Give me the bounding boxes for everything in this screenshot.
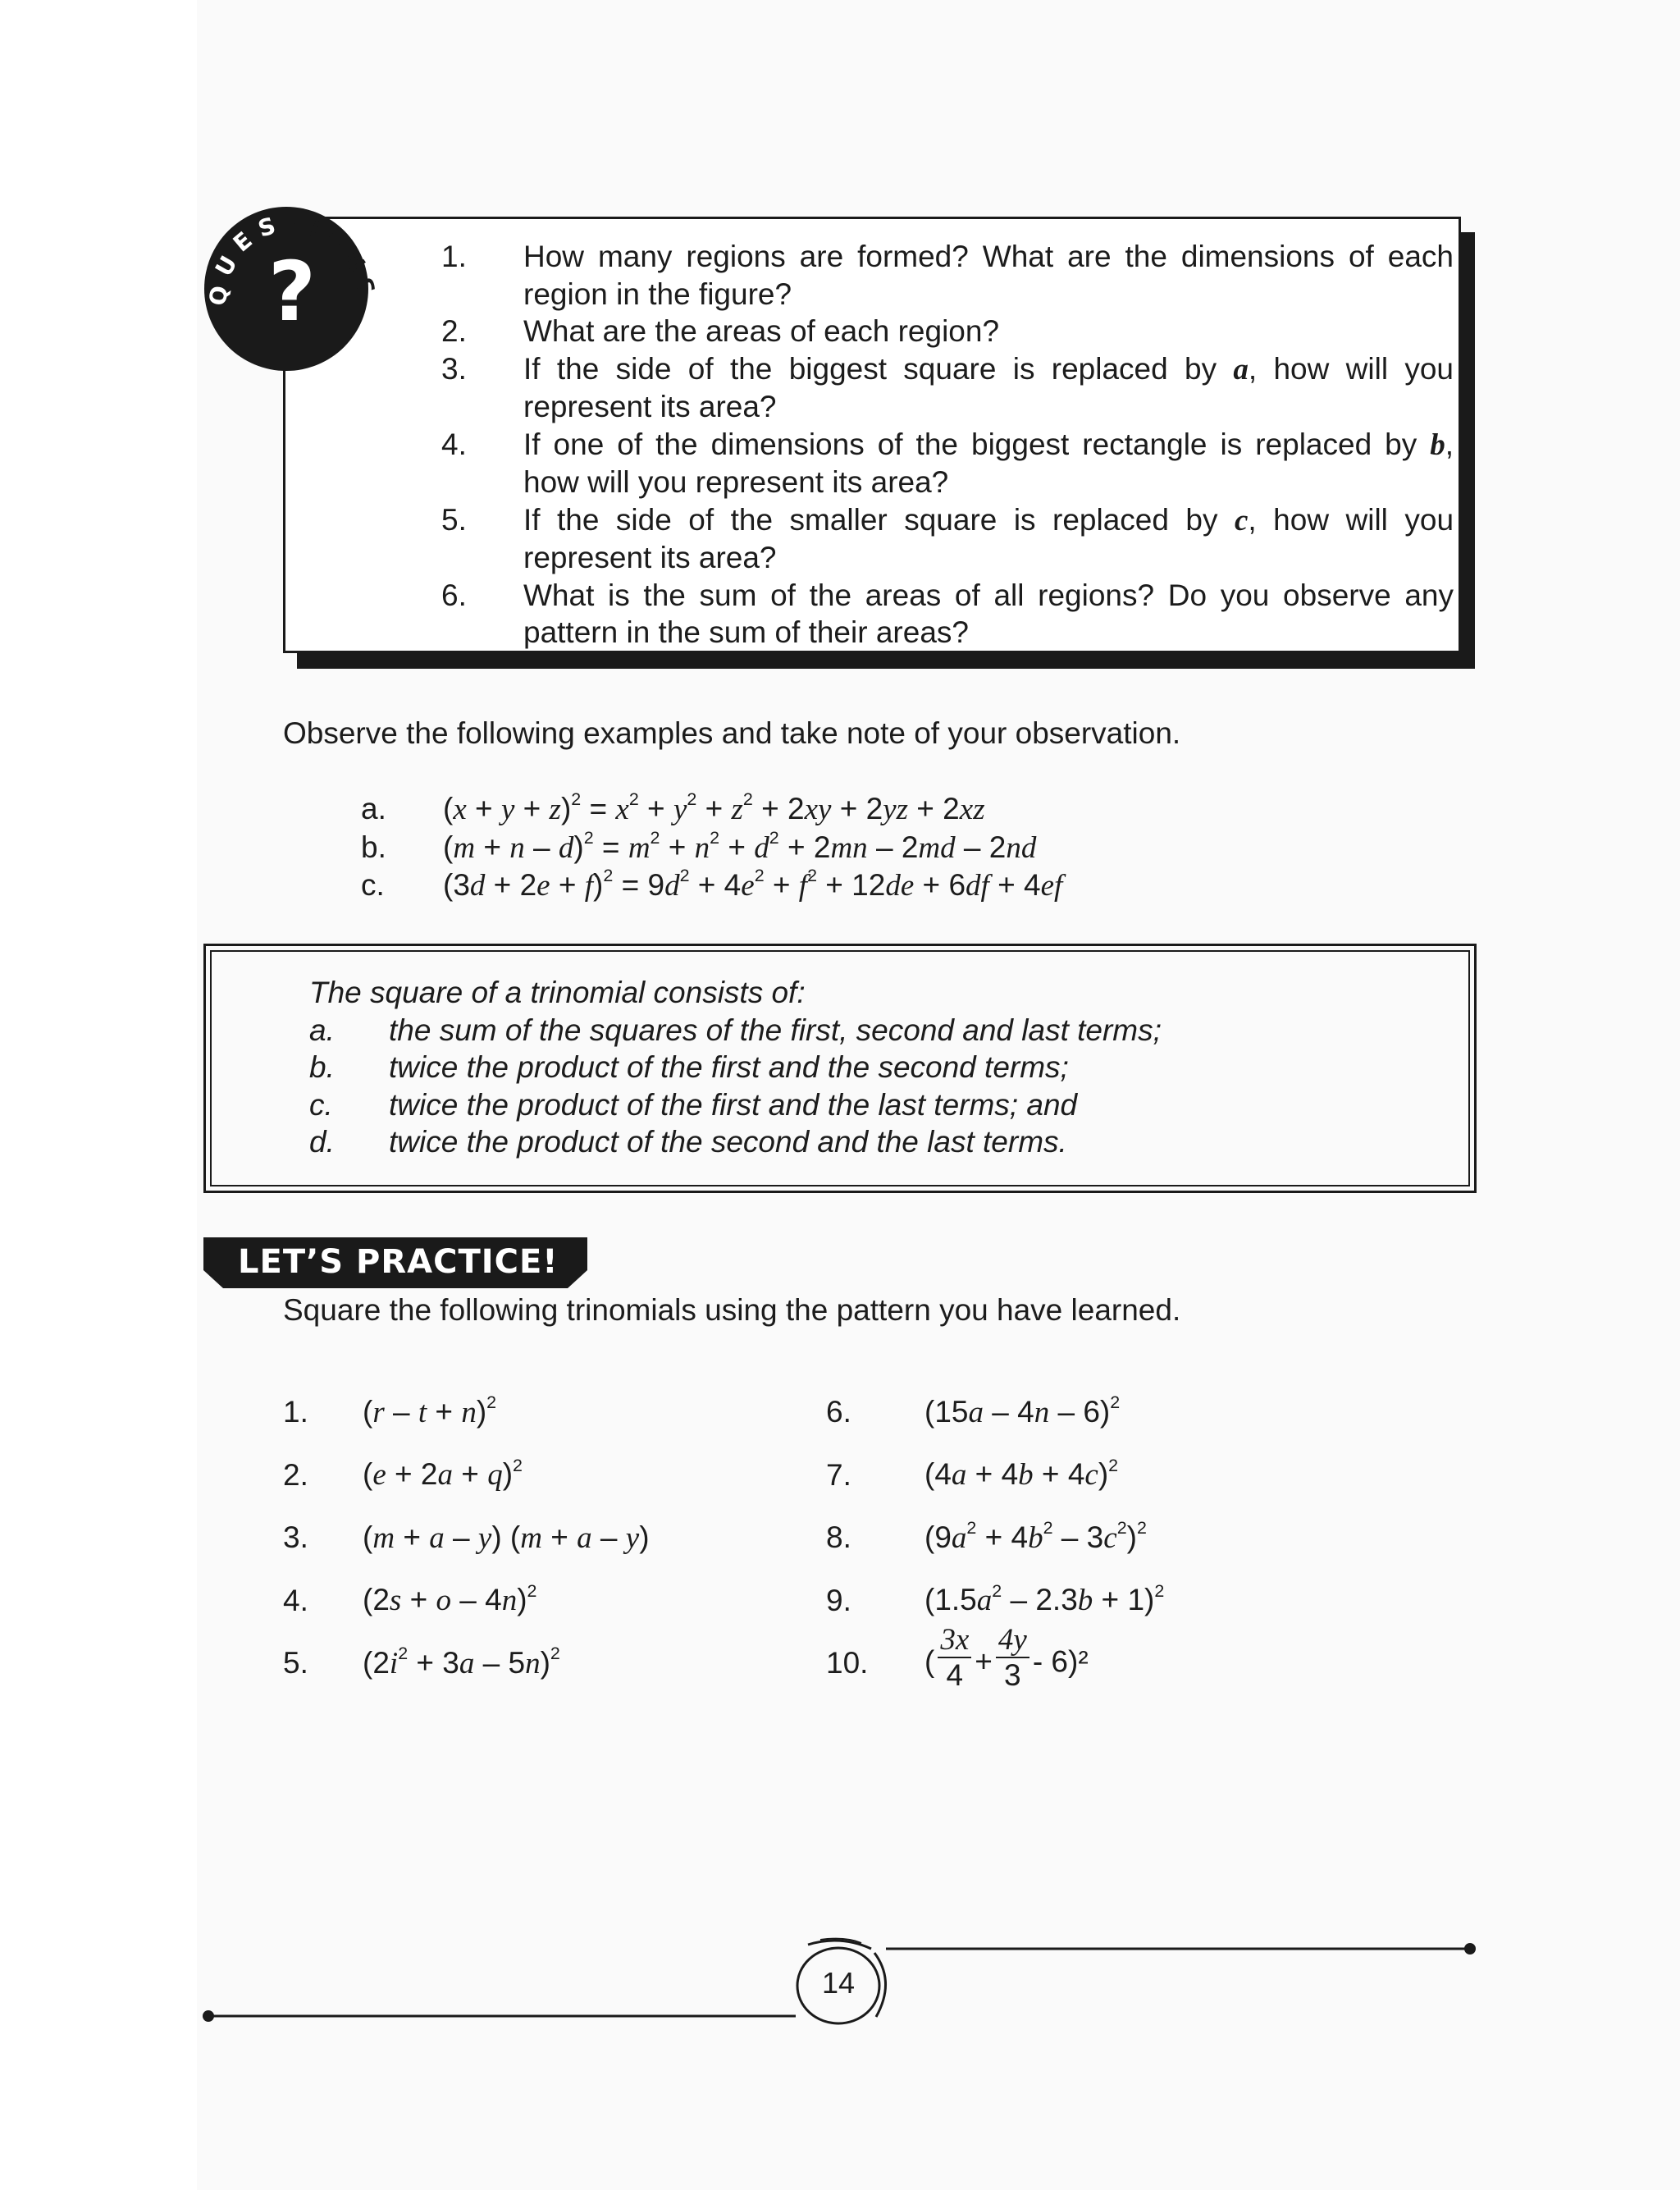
practice-expression: $(9a^2 + 4b^2 - 3c^2)^2$ [924, 1518, 1147, 1555]
observe-instruction: Observe the following examples and take note of your observation. [283, 716, 1181, 750]
practice-expression: $(e + 2a + q)^2$ [363, 1455, 523, 1493]
questions-list [441, 238, 1454, 652]
question-number: 5. [441, 502, 467, 537]
practice-item [283, 1632, 650, 1695]
practice-column-left [283, 1381, 650, 1695]
question-text: If the side of the biggest square is replaced by a, how will you represent its area? [523, 351, 1454, 423]
question-item [441, 577, 1454, 652]
practice-item [826, 1444, 1164, 1507]
practice-expression: $(2s + o - 4n)^2$ [363, 1580, 537, 1618]
practice-item [283, 1444, 650, 1507]
example-expression: $(3d + 2e + f)^2 = 9d^2 + 4e^2 + f^2 + 12de + 6df + 4ef$ [443, 866, 1063, 903]
question-text: If the side of the smaller square is replaced by c, how will you represent its area? [523, 502, 1454, 574]
question-item [441, 238, 1454, 313]
practice-item [826, 1570, 1164, 1633]
rule-item [309, 1012, 1162, 1049]
badge-question-mark: ? [267, 244, 317, 340]
example-item [361, 866, 1062, 905]
practice-expression: $(1.5a^2 - 2.3b + 1)^2$ [924, 1580, 1165, 1618]
rule-text: twice the product of the first and the last terms; and [389, 1087, 1078, 1122]
rule-heading: The square of a trinomial consists of: [309, 976, 806, 1009]
examples-list [361, 790, 1062, 905]
fraction-3x-over-4: $\frac{3x}{4}$ [938, 1624, 971, 1690]
example-label: c. [361, 868, 385, 902]
practice-item [826, 1506, 1164, 1570]
example-label: b. [361, 830, 386, 864]
practice-item [283, 1506, 650, 1570]
example-item [361, 790, 1062, 829]
practice-item [283, 1570, 650, 1633]
practice-item [826, 1622, 1164, 1695]
practice-expression: $(2i^2 + 3a - 5n)^2$ [363, 1644, 560, 1680]
page-number: 14 [821, 1966, 856, 2000]
badge-letter: E [227, 226, 258, 258]
question-number: 6. [441, 578, 467, 612]
badge-letter: O [320, 225, 353, 258]
practice-number: 10. [826, 1646, 869, 1680]
question-text: What are the areas of each region? [523, 314, 1000, 348]
practice-item [283, 1381, 650, 1444]
question-text: What is the sum of the areas of all regions? Do you observe any pattern in the sum of their areas? [523, 578, 1454, 649]
trinomial-rule [309, 974, 1162, 1161]
fraction-4y-over-3: $\frac{4y}{3}$ [996, 1624, 1029, 1690]
example-label: a. [361, 792, 386, 825]
practice-expression: $(r - t + n)^2$ [363, 1392, 497, 1429]
badge-letter: I [305, 214, 324, 244]
rule-item [309, 1123, 1162, 1161]
practice-expression-fraction: ( $\frac{3x}{4}$ + $\frac{4y}{3}$ - 6)² [924, 1622, 1089, 1692]
rule-label: d. [309, 1125, 335, 1159]
question-number: 2. [441, 314, 467, 348]
practice-expression: $(4a + 4b + 4c)^2$ [924, 1455, 1119, 1493]
rule-text: twice the product of the second and the last terms. [389, 1125, 1067, 1159]
example-expression: $(m + n - d)^2 = m^2 + n^2 + d^2 + 2mn - 2md - 2nd$ [443, 827, 1037, 865]
badge-letter: S [254, 212, 279, 243]
badge-letter: U [209, 251, 243, 281]
question-text: If one of the dimensions of the biggest rectangle is replaced by b, how will you represent its area? [523, 427, 1454, 499]
rule-label: b. [309, 1050, 335, 1084]
practice-number: 2. [283, 1457, 308, 1492]
question-number: 1. [441, 240, 467, 273]
practice-column-right [826, 1381, 1164, 1695]
questions-badge [200, 199, 381, 375]
practice-number: 4. [283, 1583, 308, 1617]
rule-item [309, 1049, 1162, 1086]
rule-item [309, 1086, 1162, 1124]
question-item [441, 313, 1454, 350]
practice-number: 8. [826, 1520, 851, 1555]
practice-item [826, 1381, 1164, 1444]
question-text: How many regions are formed? What are the dimensions of each region in the figure? [523, 240, 1454, 311]
practice-number: 9. [826, 1583, 851, 1617]
question-item [441, 426, 1454, 501]
question-item [441, 501, 1454, 577]
practice-expression: (15a – 4n – 6)$^2$ [924, 1392, 1121, 1429]
practice-number: 3. [283, 1520, 308, 1555]
rule-text: the sum of the squares of the first, second and last terms; [389, 1013, 1162, 1047]
practice-number: 5. [283, 1646, 308, 1680]
practice-instruction: Square the following trinomials using the pattern you have learned. [283, 1293, 1181, 1327]
example-item [361, 829, 1062, 867]
question-item [441, 350, 1454, 426]
badge-letter: T [283, 209, 302, 238]
question-number: 3. [441, 351, 467, 386]
badge-letter: Q [203, 283, 234, 308]
practice-number: 6. [826, 1395, 851, 1429]
practice-number: 1. [283, 1395, 308, 1429]
practice-number: 7. [826, 1457, 851, 1492]
question-number: 4. [441, 427, 467, 461]
example-expression: $(x + y + z)^2 = x^2 + y^2 + z^2 + 2xy + 2yz + 2xz$ [443, 789, 985, 826]
badge-letter: S [349, 274, 381, 299]
practice-expression: (m + a – y) (m + a – y) [363, 1520, 650, 1555]
badge-letter: N [337, 245, 372, 277]
rule-label: c. [309, 1087, 333, 1122]
rule-text: twice the product of the first and the second terms; [389, 1050, 1069, 1084]
practice-title: LET’S PRACTICE! [238, 1243, 559, 1281]
rule-label: a. [309, 1013, 335, 1047]
